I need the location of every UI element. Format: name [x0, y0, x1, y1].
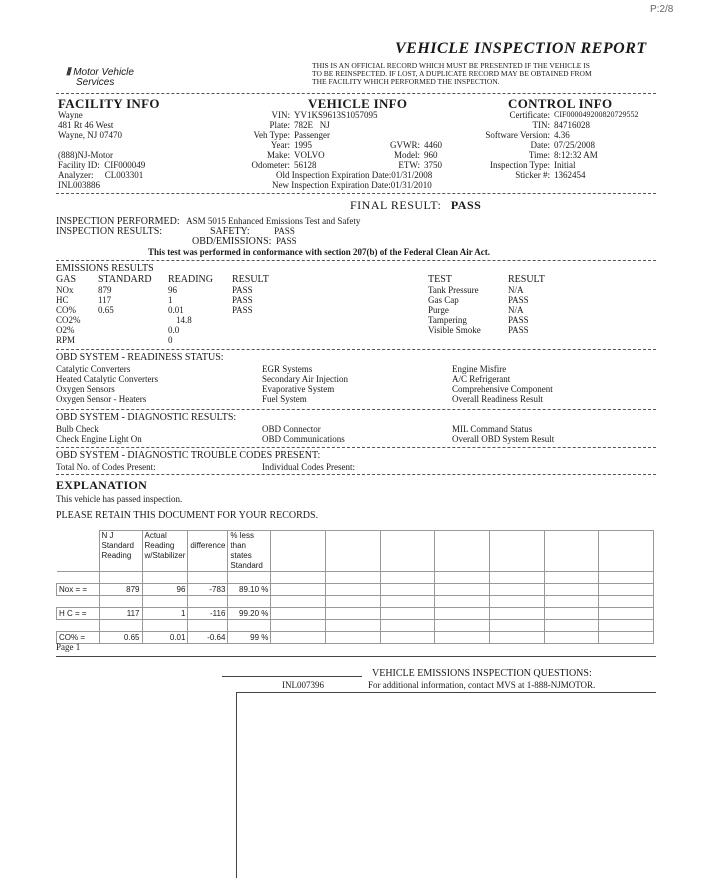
vin-label: VIN: [271, 110, 290, 120]
questions-contact: For additional information, contact MVS at 1-888-NJMOTOR. [368, 680, 596, 690]
inspection-performed-value: ASM 5015 Enhanced Emissions Test and Safety [186, 216, 361, 226]
conformance-note: This test was performed in conformance with section 207(b) of the Federal Clean Air Act. [148, 247, 491, 257]
obd-diagnostic-col2 [262, 424, 345, 444]
vin-value: YV1KS9613S1057095 [294, 110, 378, 120]
table-row [56, 315, 316, 325]
final-result [350, 198, 481, 213]
vehicle-heading: VEHICLE INFO [308, 96, 408, 111]
reading-cell: 0.01 [168, 305, 184, 315]
notice-line: THIS IS AN OFFICIAL RECORD WHICH MUST BE PRESENTED IF THE VEHICLE IS [312, 61, 590, 70]
model-label: Model: [394, 150, 420, 160]
list-item: Overall OBD System Result [452, 434, 555, 444]
sticker-value: 1362454 [554, 170, 586, 180]
box-left-edge [236, 692, 237, 878]
make-value: VOLVO [294, 150, 325, 160]
col-standard: STANDARD [98, 274, 152, 285]
tests-table [428, 274, 608, 335]
final-result-value: PASS [450, 198, 482, 212]
control-block [440, 110, 660, 180]
list-item: Overall Readiness Result [452, 394, 543, 404]
standard-cell: 879 [99, 584, 142, 596]
list-item: OBD Communications [262, 434, 345, 444]
make-label: Make: [267, 150, 290, 160]
actual-cell: 96 [142, 584, 188, 596]
divider [56, 260, 656, 261]
col-gas: GAS [56, 274, 77, 285]
obd-emissions-result [192, 236, 297, 247]
header-percent-less: % less than states Standard [228, 531, 271, 572]
test-result-cell: PASS [508, 315, 529, 325]
obd-diagnostic-col1 [56, 424, 142, 444]
difference-cell: -0.64 [188, 632, 228, 644]
new-expiration: New Inspection Expiration Date:01/31/2010 [272, 180, 432, 190]
gas-cell: RPM [56, 335, 76, 345]
obd-readiness-col2 [262, 364, 348, 404]
standard-cell: 117 [98, 295, 112, 305]
divider [56, 409, 656, 410]
old-expiration: Old Inspection Expiration Date:01/31/2008 [276, 170, 433, 180]
col-test-result: RESULT [508, 274, 545, 285]
test-cell: Purge [428, 305, 449, 315]
difference-cell: -783 [188, 584, 228, 596]
etw-label: ETW: [398, 160, 420, 170]
table-row [56, 335, 316, 345]
col-test: TEST [428, 274, 452, 285]
model-value: 960 [424, 150, 438, 160]
gas-cell: O2% [56, 325, 75, 335]
obd-diagnostic-heading: OBD SYSTEM - DIAGNOSTIC RESULTS: [56, 412, 237, 423]
plate-label: Plate: [269, 120, 290, 130]
table-row [57, 531, 654, 572]
tin-value: 84716028 [554, 120, 590, 130]
notice-line: THE FACILITY WHICH PERFORMED THE INSPECTION. [312, 77, 500, 86]
result-cell: PASS [232, 295, 253, 305]
list-item: Fuel System [262, 394, 307, 404]
gvwr-label: GVWR: [390, 140, 420, 150]
standard-cell [98, 315, 168, 325]
test-result-cell: PASS [508, 325, 529, 335]
header-difference: difference [188, 531, 228, 572]
inspection-results-label: INSPECTION RESULTS: [56, 226, 163, 237]
plate-value: 782E NJ [294, 120, 330, 130]
page-number: P:2/8 [650, 4, 674, 15]
list-item: Secondary Air Injection [262, 374, 348, 384]
tin-label: TIN: [532, 120, 550, 130]
facility-line: (888)NJ-Motor [58, 150, 113, 160]
gas-cell: HC [56, 295, 69, 305]
divider [56, 349, 656, 350]
facility-heading: FACILITY INFO [58, 96, 160, 111]
table-row [56, 295, 316, 305]
list-item: Comprehensive Component [452, 384, 553, 394]
table-row [428, 315, 608, 325]
date-label: Date: [530, 140, 550, 150]
gas-cell: NOx [56, 285, 74, 295]
retain-notice: PLEASE RETAIN THIS DOCUMENT FOR YOUR RECORDS. [56, 510, 319, 521]
divider [236, 692, 656, 693]
header-nj-standard: N J Standard Reading [99, 531, 142, 572]
questions-title: VEHICLE EMISSIONS INSPECTION QUESTIONS: [372, 668, 592, 679]
veh-type-value: Passenger [294, 130, 330, 140]
percent-cell: 99.20 % [228, 608, 271, 620]
year-value: 1995 [294, 140, 312, 150]
control-heading: CONTROL INFO [508, 96, 613, 111]
reading-cell: 1 [168, 295, 173, 305]
table-row [56, 305, 316, 315]
table-row [428, 285, 608, 295]
result-cell: PASS [232, 305, 253, 315]
emissions-heading: EMISSIONS RESULTS [56, 263, 154, 274]
time-value: 8:12:32 AM [554, 150, 598, 160]
test-cell: Visible Smoke [428, 325, 481, 335]
col-reading: READING [168, 274, 213, 285]
notice-line: TO BE REINSPECTED. IF LOST, A DUPLICATE RECORD MAY BE OBTAINED FROM [312, 69, 592, 78]
standard-cell: 0.65 [98, 305, 114, 315]
list-item: Heated Catalytic Converters [56, 374, 158, 384]
list-item: OBD Connector [262, 424, 321, 434]
list-item: Oxygen Sensor - Heaters [56, 394, 147, 404]
explanation-text: This vehicle has passed inspection. [56, 494, 183, 504]
certificate-label: Certificate: [509, 110, 550, 120]
inspection-type-value: Initial [554, 160, 576, 170]
signature-line [222, 676, 362, 677]
table-row [56, 285, 316, 295]
sticker-label: Sticker #: [515, 170, 550, 180]
page-footer: Page 1 [56, 642, 81, 652]
divider [56, 474, 656, 475]
standard-cell: 879 [98, 285, 112, 295]
report-title: VEHICLE INSPECTION REPORT [395, 40, 647, 57]
obd-readiness-col3 [452, 364, 553, 404]
software-label: Software Version: [485, 130, 550, 140]
test-result-cell: PASS [508, 295, 529, 305]
table-row [428, 325, 608, 335]
facility-line: Analyzer: CL003301 [58, 170, 144, 180]
list-item: A/C Refrigerant [452, 374, 511, 384]
difference-cell: -116 [188, 608, 228, 620]
final-result-label: FINAL RESULT: [350, 198, 442, 212]
facility-line: Wayne, NJ 07470 [58, 130, 123, 140]
standard-cell [98, 325, 168, 335]
facility-line: Wayne [58, 110, 83, 120]
table-row [428, 305, 608, 315]
col-result: RESULT [232, 274, 269, 285]
etw-value: 3750 [424, 160, 442, 170]
row-label: H C = = [57, 608, 100, 620]
total-codes-label: Total No. of Codes Present: [56, 462, 156, 472]
percent-cell: 89.10 % [228, 584, 271, 596]
divider [56, 656, 656, 657]
certificate-value: CIF000049200820729552 [554, 110, 639, 119]
software-value: 4.36 [554, 130, 570, 140]
list-item: Check Engine Light On [56, 434, 142, 444]
reading-cell: 96 [168, 285, 177, 295]
gas-cell: CO2% [56, 315, 81, 325]
emissions-table [56, 274, 316, 345]
time-label: Time: [528, 150, 550, 160]
reading-cell: 14.8 [176, 315, 192, 325]
gvwr-value: 4460 [424, 140, 442, 150]
percent-cell: 99 % [228, 632, 271, 644]
list-item: Catalytic Converters [56, 364, 131, 374]
table-row [56, 325, 316, 335]
header-actual-reading: Actual Reading w/Stabilizer [142, 531, 188, 572]
explanation-heading: EXPLANATION [56, 478, 148, 492]
table-row [57, 632, 654, 644]
test-cell: Tampering [428, 315, 467, 325]
obd-codes-heading: OBD SYSTEM - DIAGNOSTIC TROUBLE CODES PRESENT: [56, 450, 321, 461]
facility-line: INL003886 [58, 180, 100, 190]
divider [56, 93, 656, 94]
list-item: EGR Systems [262, 364, 313, 374]
logo-mark-icon: ⦀ [66, 67, 71, 78]
odometer-label: Odometer: [251, 160, 290, 170]
facility-line: Facility ID: CIF000049 [58, 160, 146, 170]
row-label: Nox = = [57, 584, 100, 596]
list-item: Bulb Check [56, 424, 99, 434]
gas-cell: CO% [56, 305, 76, 315]
divider [56, 193, 656, 194]
agency-line2: Services [76, 77, 115, 88]
veh-type-label: Veh Type: [253, 130, 290, 140]
reading-cell: 0 [168, 335, 173, 345]
facility-block [58, 110, 145, 190]
list-item: Evaporative System [262, 384, 335, 394]
standard-cell: 0.65 [99, 632, 142, 644]
standard-cell: 117 [99, 608, 142, 620]
footer-code: INL007396 [282, 680, 324, 690]
test-cell: Gas Cap [428, 295, 459, 305]
agency-line1: Motor Vehicle [73, 67, 134, 78]
odometer-value: 56128 [294, 160, 317, 170]
test-result-cell: N/A [508, 285, 524, 295]
row-label: CO% = [57, 632, 100, 644]
obd-diagnostic-col3 [452, 424, 554, 444]
test-cell: Tank Pressure [428, 285, 479, 295]
table-row [428, 295, 608, 305]
actual-cell: 1 [142, 608, 188, 620]
safety-value: PASS [274, 226, 295, 236]
official-notice [312, 62, 592, 86]
obd-emissions-label: OBD/EMISSIONS: [192, 236, 272, 247]
list-item: MIL Command Status [452, 424, 533, 434]
obd-readiness-heading: OBD SYSTEM - READINESS STATUS: [56, 352, 224, 363]
safety-label: SAFETY: [210, 226, 250, 237]
test-result-cell: N/A [508, 305, 524, 315]
facility-line: 481 Rt 46 West [58, 120, 114, 130]
table-row [57, 584, 654, 596]
reading-cell: 0.0 [168, 325, 180, 335]
result-cell: PASS [232, 285, 253, 295]
standard-cell [98, 335, 168, 345]
inspection-performed-label: INSPECTION PERFORMED: [56, 216, 180, 227]
date-value: 07/25/2008 [554, 140, 596, 150]
agency-logo [66, 68, 134, 88]
inspection-type-label: Inspection Type: [490, 160, 550, 170]
obd-emissions-value: PASS [275, 236, 297, 246]
individual-codes-label: Individual Codes Present: [262, 462, 355, 472]
year-label: Year: [270, 140, 290, 150]
actual-cell: 0.01 [142, 632, 188, 644]
table-row [57, 608, 654, 620]
obd-readiness-col1 [56, 364, 158, 404]
divider [56, 447, 656, 448]
list-item: Engine Misfire [452, 364, 507, 374]
list-item: Oxygen Sensors [56, 384, 115, 394]
comparison-table [56, 530, 654, 644]
